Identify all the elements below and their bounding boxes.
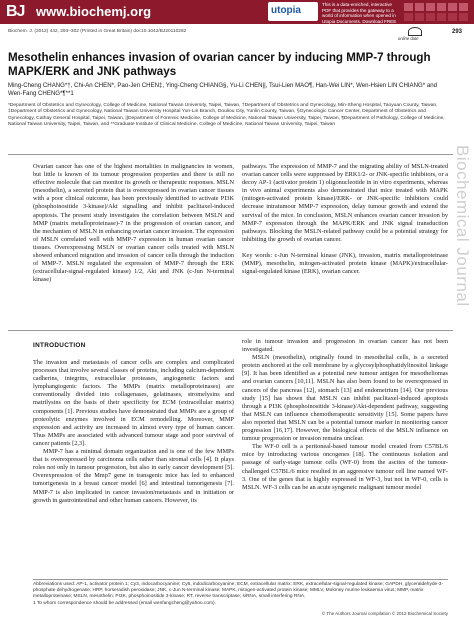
body-paragraph: The invasion and metastasis of cancer cells are complex and complicated processes that involve several classes of proteins, including calcium-dependent cadherins, integrins, extracellular proteases, angiogenetic factors and lymphangiogenic factors. The MMPs (matrix metalloproteinases) are conventionally divided into collagenases, gelatinases, stromelysins and matrilysins on the basis of their specificity for ECM (extracellular matrix) components [1]. Previous studies have demonstrated that MMPs are a group of proteolytic enzymes involved in ECM remodelling. Moreover, MMP expression and activity are increased in almost every type of human cancer. Thus MMPs are associated with advanced tumour stage and poor survival of cancer patients [2,3]. — [33, 359, 234, 447]
abstract-divider-bottom — [8, 330, 453, 331]
footnotes — [33, 582, 448, 607]
abstract-left-column — [33, 163, 234, 284]
journal-header-band — [0, 0, 474, 30]
abstract-right-column — [242, 163, 448, 276]
abstract-paragraph: pathways. The expression of MMP-7 and the migrating ability of MSLN-treated ovarian cancer cells were suppressed by ERK1/2- or JNK-specific inhibitors, or a decoy AP-1 (activator protein 1) oligonucleotide in in vitro experiments, whereas in vivo animal experiments also demonstrated that mice treated with MAPK (mitogen-activated protein kinase)/ERK- or JNK-specific inhibitors could decrease intratumour MMP-7 expression, delay tumour growth and extend the survival of the mice. In conclusion, MSLN enhances ovarian cancer invasion by MMP-7 expression through the MAPK/ERK and JNK signal transduction pathways. Blocking the MSLN-related pathway could be a potential strategy for inhibiting the growth of ovarian cancer. — [242, 163, 448, 243]
abstract-paragraph: Ovarian cancer has one of the highest mortalities in malignancies in women, but little is known of its tumour progression properties and there is still no effective molecule that can monitor its growth or therapeutic responses. MSLN (mesothelin), a secreted protein that is overexpressed in ovarian cancer tissues with a poor clinical outcome, has been previously identified to activate PI3K (phosphoinositide 3-kinase)/Akt signalling and inhibit paclitaxel-induced apoptosis. The present study investigates the correlation between MSLN and MMP (matrix metalloproteinase)-7 in the progression of ovarian cancer, and the mechanism of MSLN in enhancing ovarian cancer invasion. The expression of MSLN correlated well with MMP-7 expression in human ovarian cancer tissues. Overexpressing MSLN or ovarian cancer cells treated with MSLN showed enhanced migration and invasion of cancer cells through the induction of MMP-7. MSLN regulated the expression of MMP-7 through the ERK (extracellular-signal-regulated kinase) 1/2, Akt and JNK (c-Jun N-terminal kinase) — [33, 163, 234, 284]
keywords: Key words: c-Jun N-terminal kinase (JNK), invasion, matrix metalloproteinase (MMP), mesothelin, mitogen-activated protein kinase (MAPK)/extracellular-signal-regulated kinase (ERK), ovarian cancer. — [242, 251, 448, 276]
journal-side-title-text: Biochemical Journal — [453, 145, 472, 307]
journal-url-link[interactable]: www.biochemj.org — [36, 4, 152, 19]
body-paragraph: role in tumour invasion and progression in ovarian cancer has not been investigated. — [242, 338, 448, 354]
footnote-divider — [33, 579, 448, 580]
bj-logo: BJ — [6, 3, 25, 20]
header-decoration — [404, 3, 468, 11]
body-paragraph: MMP-7 has a minimal domain organization and is one of the few MMPs that is overexpressed by carcinoma cells rather than stromal cells [4]. It plays roles not only in tumour progression, but also in early cancer development [5]. Overexpression of the Mmp7 gene in transgenic mice has led to enhanced tumorigenesis in a breast cancer model [6] and intestinal tumorigenesis [7]. MMP-7 is also implicated in cancer invasion/metastasis and in initiation or growth in gastrointestinal and other human cancers. However, its — [33, 448, 234, 504]
copyright-line: © The Authors Journal compilation © 2012 Biochemical Society — [321, 611, 448, 616]
journal-side-title — [453, 145, 474, 605]
abbreviations-note: Abbreviations used: AP-1, activator protein 1; Cy3, indocarbocyanine; Cy5, indodicarbocyanine; ECM, extracellular matrix; ERK, extracellular-signal-regulated kinase; GAPDH, glyceraldehyde-3-phosphate dehydrogenase; HRP, horseradish peroxidase; JNK, c-Jun N-terminal kinase; MAPK, mitogen-activated protein kinase; MMLV, Moloney murine leukaemia virus; MMP, matrix metalloproteinase; MSLN, mesothelin; PI3K, phosphoinositide 3-kinase; RT, reverse transcriptase; siRNA, small interfering RNA. — [33, 582, 444, 600]
online-date-label: online date — [398, 36, 419, 41]
utopia-promo-text: This is a data-enriched, interactive PDF that provides the gateway to a world of information when opened in Utopia Documents. Download FREE software now — [322, 2, 397, 30]
abstract-divider-top — [8, 154, 453, 155]
body-paragraph: MSLN (mesothelin), originally found in mesothelial cells, is a secreted protein anchored at the cell membrane by a glycosylphosphatidylinositol linkage [9]. It has been identified as a potential new tumour antigen for mesotheliomas and ovarian cancers [10,11]. MSLN has also been found to be overexpressed in cancers of the pancreas [12], stomach [13] and endometrium [14]. Our previous study [15] has shown that MSLN can inhibit paclitaxel-induced apoptosis through a PI3K (phosphoinositide 3-kinase)/Akt-dependent pathway, suggesting that MSLN can influence chemotherapeutic sensitivity [15]. Some papers have also reported that MSLN can be a potential tumour marker in monitoring cancer progression [16,17]. However, the biological effects of the MSLN influence on tumour progression or invasion remains unclear. — [242, 354, 448, 443]
page-number: 293 — [452, 29, 463, 35]
section-heading-introduction: INTRODUCTION — [33, 342, 86, 349]
online-date-icon — [408, 27, 422, 36]
body-right-column — [242, 338, 448, 492]
utopia-badge[interactable] — [268, 2, 318, 21]
author-list: Ming-Cheng CHANG*†, Chi-An CHEN*, Pao-Jen CHEN‡, Ying-Cheng CHIANG§, Yu-Li CHEN||, Tsui-Lien MAO¶, Han-Wei LIN*, Wen-Hsien LIN CHIANG* and Wen-Fang CHENG*¶**1 — [8, 82, 437, 98]
body-left-column — [33, 359, 234, 505]
header-decoration-row2 — [404, 13, 468, 21]
correspondence-note: 1 To whom correspondence should be addressed (email wenfangcheng@yahoo.com). — [33, 600, 216, 606]
utopia-label: utopia — [271, 5, 301, 16]
citation-line: Biochem. J. (2012) 442, 293–302 (Printed in Great Britain) doi:10.1042/BJ20110282 — [8, 29, 187, 34]
article-title: Mesothelin enhances invasion of ovarian cancer by inducing MMP-7 through MAPK/ERK and JNK pathways — [8, 51, 431, 78]
body-paragraph: The WF-0 cell is a peritoneal-based tumour model created from C57BL/6 mice by introducing various oncogenes [18]. The continuous isolation and passage of early-stage tumour cells (WF-0) from the ascites of the tumour-challenged C57BL/6 mice resulted in an aggressive tumour cell line named WF-3. One of the genes that is highly expressed in WF-3, but not in WF-0, cells is MSLN. WF-3 cells can be an acute syngeneic malignant tumour model — [242, 443, 448, 491]
affiliations: *Department of Obstetrics and Gynecology, College of Medicine, National Taiwan University, Taipei, Taiwan, †Department of Obstetrics and Gynecology, Min-Sheng Hospital, Taoyuan County, Taiwan, ‡Department of Obstetrics and Gynecology, National Taiwan University Hospital Yun-Lin Branch, Douliou City, Yunlin County, Taiwan, §Gynecologic Cancer Center, Department of Obstetrics and Gynecology, Cathay General Hospital, Taipei, Taiwan, ||Department of Forensic Medicine, College of Medicine, National Taiwan University, Taipei, Taiwan, ¶Department of Pathology, College of Medicine, National Taiwan University, Taipei, Taiwan, and **Graduate Institute of Clinical Medicine, College of Medicine, National Taiwan University, Taipei, Taiwan — [8, 103, 445, 128]
